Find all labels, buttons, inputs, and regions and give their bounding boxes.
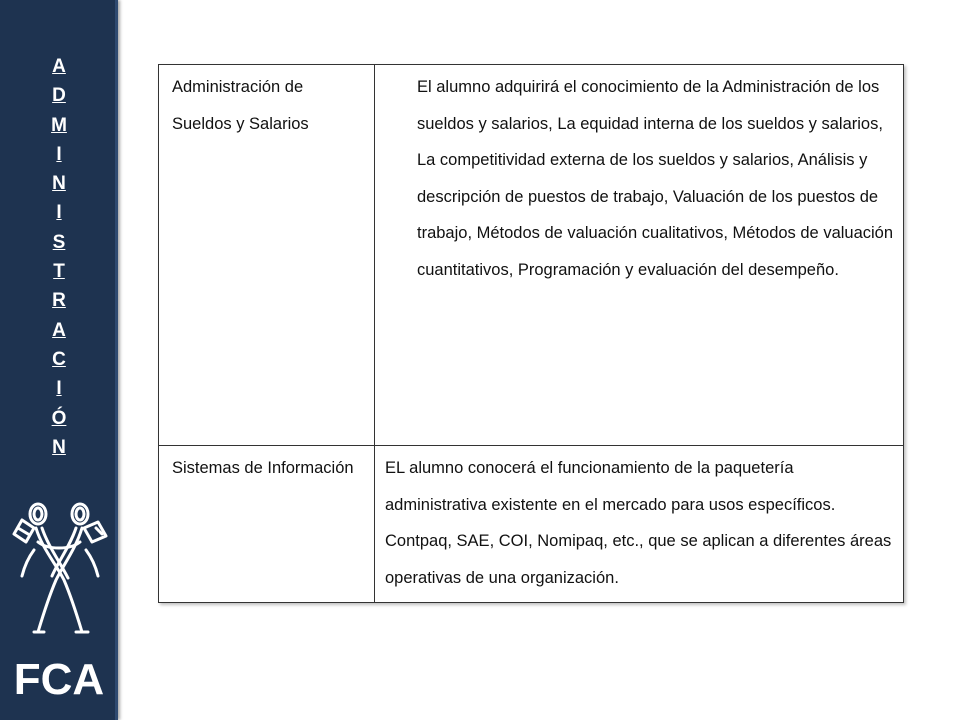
title-letter: A	[52, 319, 66, 341]
title-letter: C	[52, 348, 66, 370]
title-letter: Ó	[51, 407, 67, 429]
title-letter: I	[56, 378, 62, 400]
title-letter: I	[56, 202, 62, 224]
title-letter: A	[52, 56, 66, 77]
title-letter: I	[56, 143, 62, 165]
fca-brand: FCA	[13, 655, 105, 704]
two-figures-logo-icon	[8, 498, 112, 638]
title-letter: R	[52, 290, 66, 312]
vertical-title-administracion	[0, 52, 118, 462]
title-letter: M	[51, 114, 67, 136]
subject-cell: Sistemas de Información	[159, 446, 375, 603]
table-row	[159, 65, 904, 446]
title-letter: N	[52, 173, 66, 195]
subjects-table	[158, 64, 904, 603]
title-letter: T	[53, 261, 65, 283]
sidebar	[0, 0, 118, 720]
subject-cell: Administración de Sueldos y Salarios	[159, 65, 375, 446]
table-row	[159, 446, 904, 603]
title-letter: N	[52, 436, 66, 458]
title-letter: D	[52, 85, 66, 107]
description-cell: El alumno adquirirá el conocimiento de la Administración de los sueldos y salarios, La equidad interna de los sueldos y salarios, La competitividad externa de los sueldos y salarios, Análisis y descripción de puestos de trabajo, Valuación de los puestos de trabajo, Métodos de valuación cualitativos, Métodos de valuación cuantitativos, Programación y evaluación del desempeño.	[375, 65, 904, 446]
description-cell: EL alumno conocerá el funcionamiento de la paquetería administrativa existente en el mercado para usos específicos. Contpaq, SAE, COI, Nomipaq, etc., que se aplican a diferentes áreas operativas de una organización.	[375, 446, 904, 603]
title-letter: S	[52, 231, 66, 253]
